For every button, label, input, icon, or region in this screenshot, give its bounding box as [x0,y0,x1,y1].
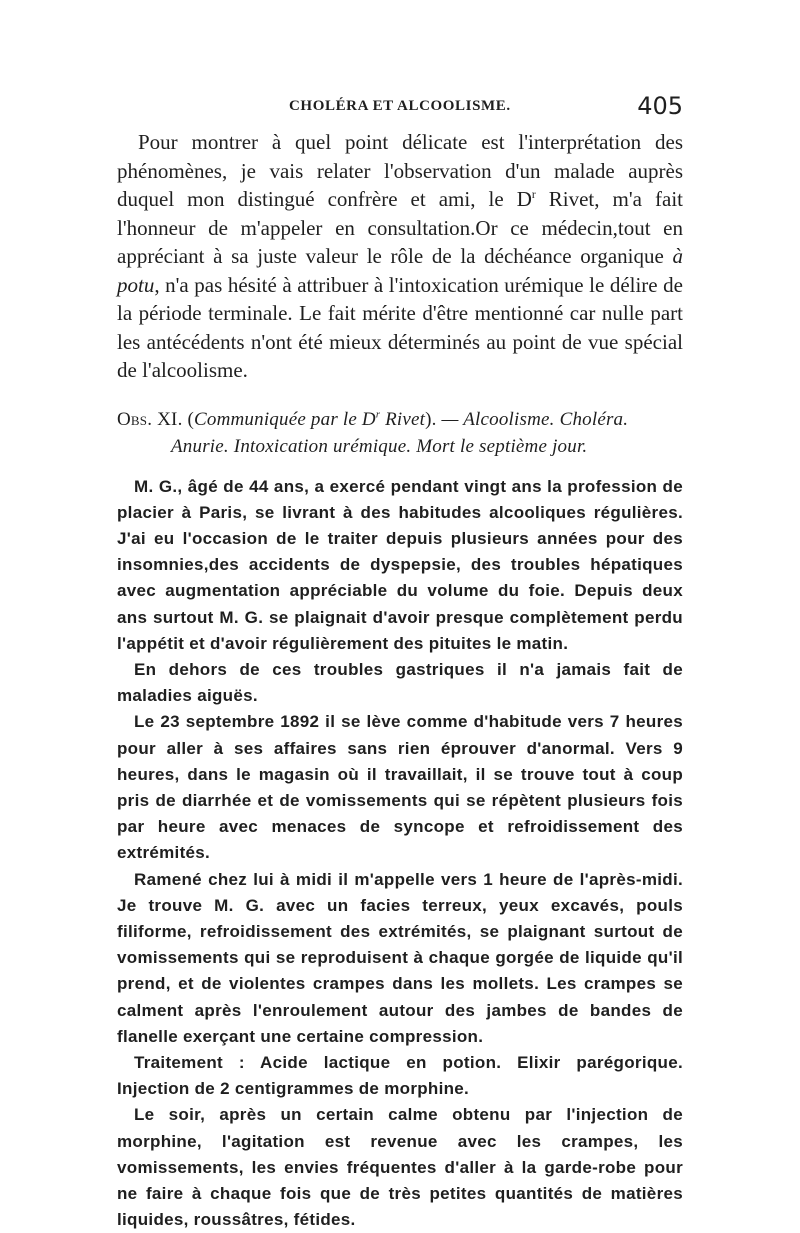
page-number: 405 [637,92,683,120]
book-page [117,92,683,1233]
body-paragraph: M. G., âgé de 44 ans, a exercé pendant vingt ans la profession de placier à Paris, se livrant à des habitudes alcooliques régulières. J'ai eu l'occasion de le traiter depuis plusieurs années pour des insomnies,des accidents de dyspepsie, des troubles hépatiques avec augmentation appréciable du volume du foie. Depuis deux ans surtout M. G. se plaignait d'avoir presque complètement perdu l'appétit et d'avoir régulièrement des pituites le matin. [117,474,683,657]
running-header [117,92,683,122]
body-paragraph: En dehors de ces troubles gastriques il n'a jamais fait de maladies aiguës. [117,657,683,709]
intro-text-part1: Pour montrer à quel point délicate est l'interprétation des phénomènes, je vais relater l'observation d'un malade auprès duquel mon distingué confrère et ami, le D [117,130,683,211]
intro-text-part3: , n'a pas hésité à attribuer à l'intoxication urémique le délire de la période terminale. Le fait mérite d'être mentionné car nulle part les antécédents n'ont été mieux déterminés au point de vue spécial de l'alcoolisme. [117,273,683,383]
observation-paren-close: ). [425,409,436,430]
observation-heading-line1 [117,406,683,433]
observation-title-line2: Anurie. Intoxication urémique. Mort le septième jour. [117,433,683,460]
running-title: CHOLÉRA ET ALCOOLISME. [289,98,511,115]
observation-label: Obs. XI. [117,409,183,430]
observation-communicated-part2: Rivet [380,409,425,430]
body-paragraph: Le soir, après un certain calme obtenu par l'injection de morphine, l'agitation est revenue avec les crampes, les vomissements, les envies fréquentes d'aller à la garde-robe pour ne faire à chaque fois que de très petites quantités de matières liquides, roussâtres, fétides. [117,1102,683,1233]
observation-title-line1: — Alcoolisme. Choléra. [437,409,629,430]
intro-text-part2: Rivet, m'a fait l'honneur de m'appeler en consultation.Or ce médecin,tout en appréciant à sa juste valeur le rôle de la déchéance organique [117,187,683,268]
body-paragraph: Le 23 septembre 1892 il se lève comme d'habitude vers 7 heures pour aller à ses affaires sans rien éprouver d'anormal. Vers 9 heures, dans le magasin où il travaillait, il se trouve tout à coup pris de diarrhée et de vomissements qui se répètent plusieurs fois par heure avec menaces de syncope et refroidissement des extrémités. [117,709,683,866]
observation-doctor-superscript: r [376,409,380,420]
intro-doctor-superscript: r [532,189,536,201]
intro-paragraph [117,128,683,385]
observation-heading [117,406,683,460]
body-paragraph: Ramené chez lui à midi il m'appelle vers 1 heure de l'après-midi. Je trouve M. G. avec un facies terreux, yeux excavés, pouls filiforme, refroidissement des extrémités, se plaignant surtout de vomissements qui se reproduisent à chaque gorgée de liquide qu'il prend, et de violentes crampes dans les mollets. Les crampes se calment après l'enroulement autour des jambes de bandes de flanelle exerçant une certaine compression. [117,867,683,1050]
observation-paren-open: ( [187,409,194,430]
observation-body [117,474,683,1233]
observation-communicated-part1: Communiquée par le D [194,409,376,430]
intro-italic-term: à potu [117,244,683,297]
intro-text [117,128,683,385]
body-paragraph: Traitement : Acide lactique en potion. Elixir parégorique. Injection de 2 centigrammes de morphine. [117,1050,683,1102]
